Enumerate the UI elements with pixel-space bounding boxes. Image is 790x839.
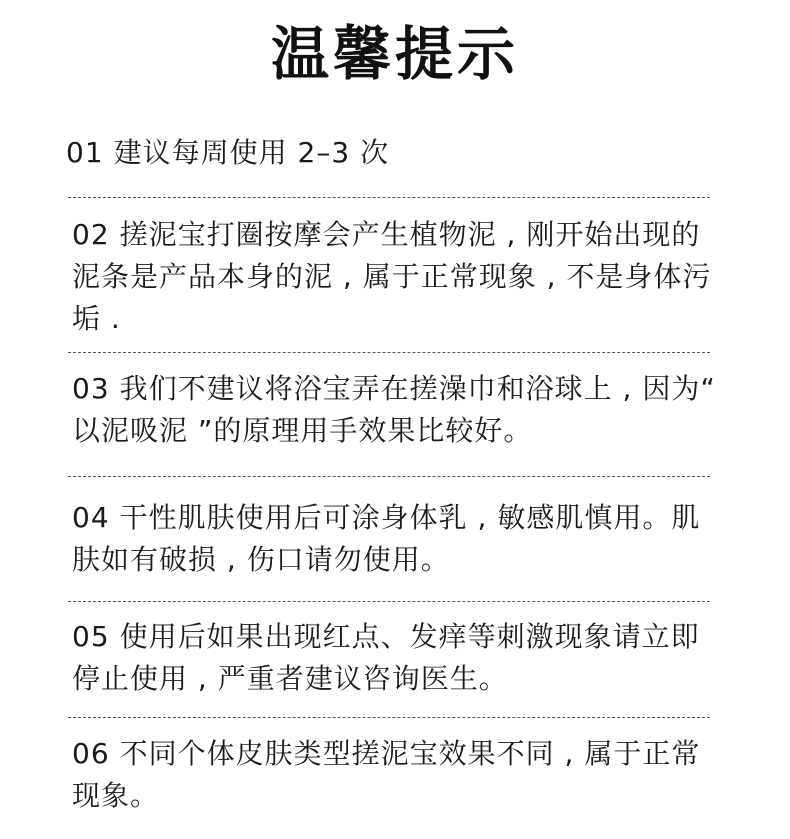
tip-item-05: [72, 616, 722, 700]
tip-item-02: [72, 214, 722, 340]
tip-item-06: [72, 733, 722, 817]
dashed-divider: [68, 197, 710, 198]
dashed-divider: [68, 601, 710, 602]
tip-text: 建议每周使用 2–3 次: [113, 136, 390, 169]
tip-number: 05: [72, 620, 110, 653]
tip-number: 02: [72, 218, 110, 251]
tip-text: 我们不建议将浴宝弄在搓澡巾和浴球上 , 因为“ 以泥吸泥 ”的原理用手效果比较好。: [72, 372, 716, 447]
tip-item-03: [72, 368, 722, 452]
tip-text: 干性肌肤使用后可涂身体乳 , 敏感肌慎用。肌肤如有破损 , 伤口请勿使用。: [72, 501, 701, 576]
dashed-divider: [68, 352, 710, 353]
page-title: 温馨提示: [270, 20, 519, 88]
tip-text: 搓泥宝打圈按摩会产生植物泥 , 刚开始出现的泥条是产品本身的泥 , 属于正常现象 , 不是身体污垢 .: [72, 218, 712, 335]
tip-text: 不同个体皮肤类型搓泥宝效果不同 , 属于正常现象。: [72, 737, 701, 812]
tip-item-01: [66, 132, 716, 174]
tip-number: 06: [72, 737, 110, 770]
tip-text: 使用后如果出现红点、发痒等刺激现象请立即停止使用 , 严重者建议咨询医生。: [72, 620, 700, 695]
tip-number: 03: [72, 372, 110, 405]
tip-item-04: [72, 497, 722, 581]
tip-number: 04: [72, 501, 110, 534]
tip-number: 01: [66, 136, 104, 169]
dashed-divider: [68, 717, 710, 718]
dashed-divider: [68, 476, 710, 477]
